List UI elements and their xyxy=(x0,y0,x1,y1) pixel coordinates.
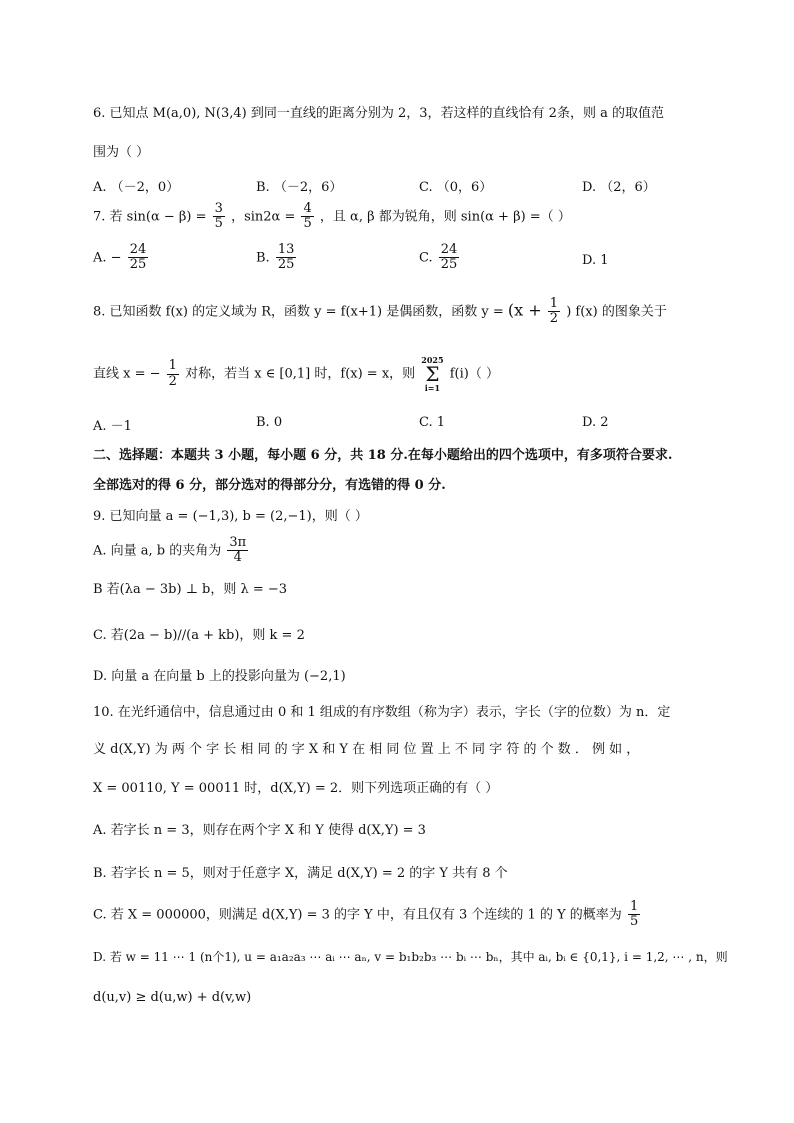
q8-sum-upper: 2025 xyxy=(421,355,444,365)
q7-option-a-prefix: A. − xyxy=(93,250,122,266)
q6-option-c: C. （0，6） xyxy=(419,180,493,195)
q7-option-b-num: 13 xyxy=(277,242,295,257)
q8-line2-frac-num: 1 xyxy=(168,358,177,374)
q6-option-a: A. （－2，0） xyxy=(93,180,180,195)
q6-stem-line1: 6. 已知点 M(a,0), N(3,4) 到同一直线的距离分别为 2，3，若这样的直线恰有 2条，则 a 的取值范 xyxy=(93,106,664,121)
q8-line1-frac-num: 1 xyxy=(549,296,559,311)
q8-line2-b: 对称，若当 x ∈ [0,1] 时，f(x) = x，则 xyxy=(185,366,416,382)
q10-stem-line1: 10. 在光纤通信中，信息通过由 0 和 1 组成的有序数组（称为字）表示，字长（字的位数）为 n．定 xyxy=(93,705,671,720)
q10-option-c-prefix: C. 若 X = 000000，则满足 d(X,Y) = 3 的字 Y 中，有且仅有 3 个连续的 1 的 Y 的概率为 xyxy=(93,907,622,923)
q8-line1-b: (x + xyxy=(507,300,542,320)
q10-stem-line3: X = 00110, Y = 00011 时，d(X,Y) = 2．则下列选项正确的有（ ） xyxy=(93,781,499,796)
section2-instructions-line2: 全部选对的得 6 分，部分选对的得部分分，有选错的得 0 分. xyxy=(93,478,446,493)
section2-instructions-line1: 二、选择题：本题共 3 小题，每小题 6 分，共 18 分.在每小题给出的四个选项中，有多项符合要求. xyxy=(93,448,673,463)
q8-sum-sigma: Σ xyxy=(425,362,440,386)
q6-option-b: B. （－2，6） xyxy=(256,180,343,195)
q10-option-b: B. 若字长 n = 5，则对于任意字 X，满足 d(X,Y) = 2 的字 Y 共有 8 个 xyxy=(93,866,508,881)
q7-option-b xyxy=(256,243,298,273)
q9-option-c: C. 若(2a − b)//(a + kb)，则 k = 2 xyxy=(93,628,305,643)
q10-option-c-num: 1 xyxy=(629,899,639,914)
q9-option-a-prefix: A. 向量 a, b 的夹角为 xyxy=(93,543,222,559)
q7-option-b-fraction xyxy=(276,243,297,273)
q8-option-c: C. 1 xyxy=(419,415,446,430)
q7-fraction-2 xyxy=(301,202,313,232)
q7-option-c-prefix: C. xyxy=(419,250,433,266)
q8-sum-lower: i=1 xyxy=(424,383,441,393)
q7-option-a-fraction xyxy=(128,243,149,273)
q8-option-b: B. 0 xyxy=(256,415,283,430)
q7-option-b-den: 25 xyxy=(277,257,295,273)
q9-option-a-den: 4 xyxy=(233,550,242,566)
q7-fraction-1 xyxy=(213,202,225,232)
q7-option-c-fraction xyxy=(439,243,460,273)
q8-stem-line2 xyxy=(93,356,499,392)
q7-option-a-den: 25 xyxy=(129,257,147,273)
q10-stem-line2: 义 d(X,Y) 为 两 个 字 长 相 同 的 字 X 和 Y 在 相 同 位 置 上 不 同 字 符 的 个 数 ． 例 如 ， xyxy=(93,742,640,757)
q8-line1-fraction xyxy=(548,297,560,327)
q8-line1-frac-den: 2 xyxy=(549,311,559,327)
q9-option-a xyxy=(93,536,250,566)
q10-option-c-fraction xyxy=(628,900,640,930)
q7-option-c xyxy=(419,243,461,273)
q9-option-d: D. 向量 a 在向量 b 上的投影向量为 (−2,1) xyxy=(93,669,346,684)
q8-option-a: A. －1 xyxy=(93,419,132,434)
q7-frac1-num: 3 xyxy=(214,201,223,216)
q7-frac2-den: 5 xyxy=(303,216,312,232)
q6-option-d: D. （2，6） xyxy=(582,180,656,195)
q7-stem-prefix: 7. 若 sin(α − β) = xyxy=(93,209,207,225)
q8-summation xyxy=(421,356,443,392)
q9-option-a-fraction xyxy=(227,536,248,566)
q7-option-d: D. 1 xyxy=(582,253,609,268)
q6-stem-line2: 围为（ ） xyxy=(93,145,150,160)
q10-option-a: A. 若字长 n = 3，则存在两个字 X 和 Y 使得 d(X,Y) = 3 xyxy=(93,823,426,838)
q7-option-b-prefix: B. xyxy=(256,250,270,266)
q7-option-c-den: 25 xyxy=(440,257,458,273)
q8-line2-frac-den: 2 xyxy=(168,373,177,389)
q10-option-d-line1: D. 若 w = 11 ⋯ 1 (n个1), u = a₁a₂a₃ ⋯ aᵢ ⋯ aₙ, v = b₁b₂b₃ ⋯ bᵢ ⋯ bₙ，其中 aᵢ, bᵢ ∈ {0,1}, i = 1,2, ⋯ , n，则 xyxy=(93,950,728,964)
q10-option-c-den: 5 xyxy=(629,914,639,930)
q7-option-a xyxy=(93,243,150,273)
q7-frac1-den: 5 xyxy=(214,216,223,232)
q7-frac2-num: 4 xyxy=(303,201,312,216)
q8-option-d: D. 2 xyxy=(582,415,609,430)
q8-line2-c: f(i)（ ） xyxy=(449,366,499,382)
q9-option-b: B 若(λa − 3b) ⊥ b，则 λ = −3 xyxy=(93,582,288,597)
q10-option-d-line2: d(u,v) ≥ d(u,w) + d(v,w) xyxy=(93,990,252,1005)
q8-line2-fraction xyxy=(167,359,179,389)
q7-stem xyxy=(93,202,571,232)
q8-stem-line1 xyxy=(93,297,667,327)
q7-stem-suffix: ，且 α, β 都为锐角，则 sin(α + β) =（ ） xyxy=(319,209,571,225)
q7-stem-mid: ，sin2α = xyxy=(231,209,296,225)
q7-option-c-num: 24 xyxy=(440,242,458,257)
q10-option-c xyxy=(93,900,642,930)
q7-option-a-num: 24 xyxy=(129,242,147,257)
q8-line2-a: 直线 x = − xyxy=(93,366,161,382)
q8-line1-a: 8. 已知函数 f(x) 的定义域为 R，函数 y = f(x+1) 是偶函数，函数 y = xyxy=(93,304,504,320)
q9-option-a-num: 3π xyxy=(229,535,247,550)
q8-line1-c: ) f(x) 的图象关于 xyxy=(566,304,667,320)
q9-stem: 9. 已知向量 a = (−1,3), b = (2,−1)，则（ ） xyxy=(93,509,368,524)
